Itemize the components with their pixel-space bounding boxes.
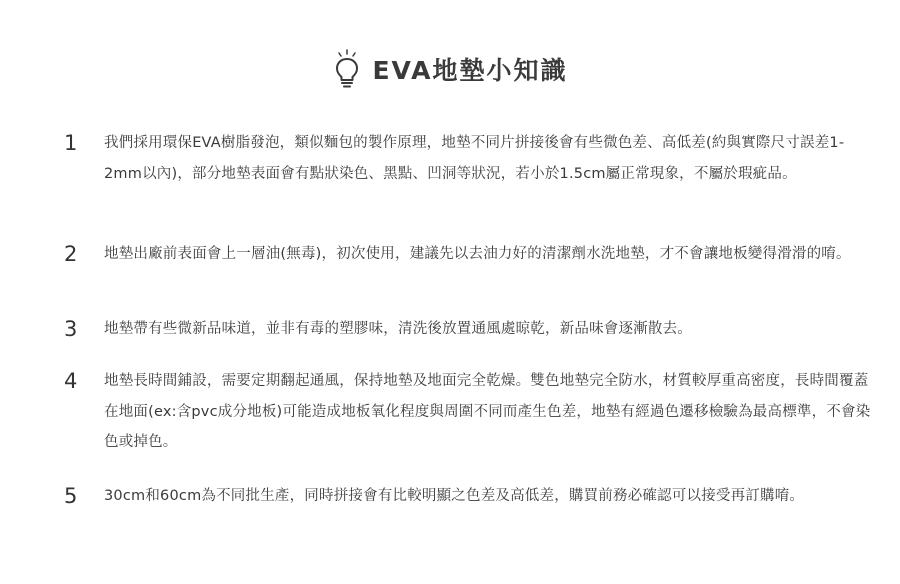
page-title: EVA地墊小知識 bbox=[372, 56, 568, 85]
item-number: 2 bbox=[64, 242, 78, 266]
item-number: 5 bbox=[64, 484, 78, 508]
page-header bbox=[0, 44, 900, 94]
item-number: 4 bbox=[64, 369, 78, 393]
lightbulb-icon bbox=[332, 49, 362, 89]
item-text: 我們採用環保EVA樹脂發泡，類似麵包的製作原理，地墊不同片拼接後會有些微色差、高低差(約與實際尺寸誤差1-2mm以內)，部分地墊表面會有點狀染色、黑點、凹洞等狀況，若小於1.5cm屬正常現象，不屬於瑕疵品。 bbox=[104, 135, 845, 182]
item-number: 3 bbox=[64, 317, 78, 341]
item-text: 地墊長時間鋪設，需要定期翻起通風，保持地墊及地面完全乾燥。雙色地墊完全防水，材質較厚重高密度，長時間覆蓋在地面(ex:含pvc成分地板)可能造成地板氧化程度與周圍不同而產生色差，地墊有經過色遷移檢驗為最高標準，不會染色或掉色。 bbox=[104, 373, 871, 450]
item-text: 地墊帶有些微新品味道，並非有毒的塑膠味，清洗後放置通風處晾乾，新品味會逐漸散去。 bbox=[104, 321, 692, 337]
item-text: 地墊出廠前表面會上一層油(無毒)，初次使用，建議先以去油力好的清潔劑水洗地墊，才不會讓地板變得滑滑的唷。 bbox=[104, 246, 851, 262]
item-text: 30cm和60cm為不同批生產，同時拼接會有比較明顯之色差及高低差，購買前務必確認可以接受再訂購唷。 bbox=[104, 488, 805, 504]
item-number: 1 bbox=[64, 131, 78, 155]
